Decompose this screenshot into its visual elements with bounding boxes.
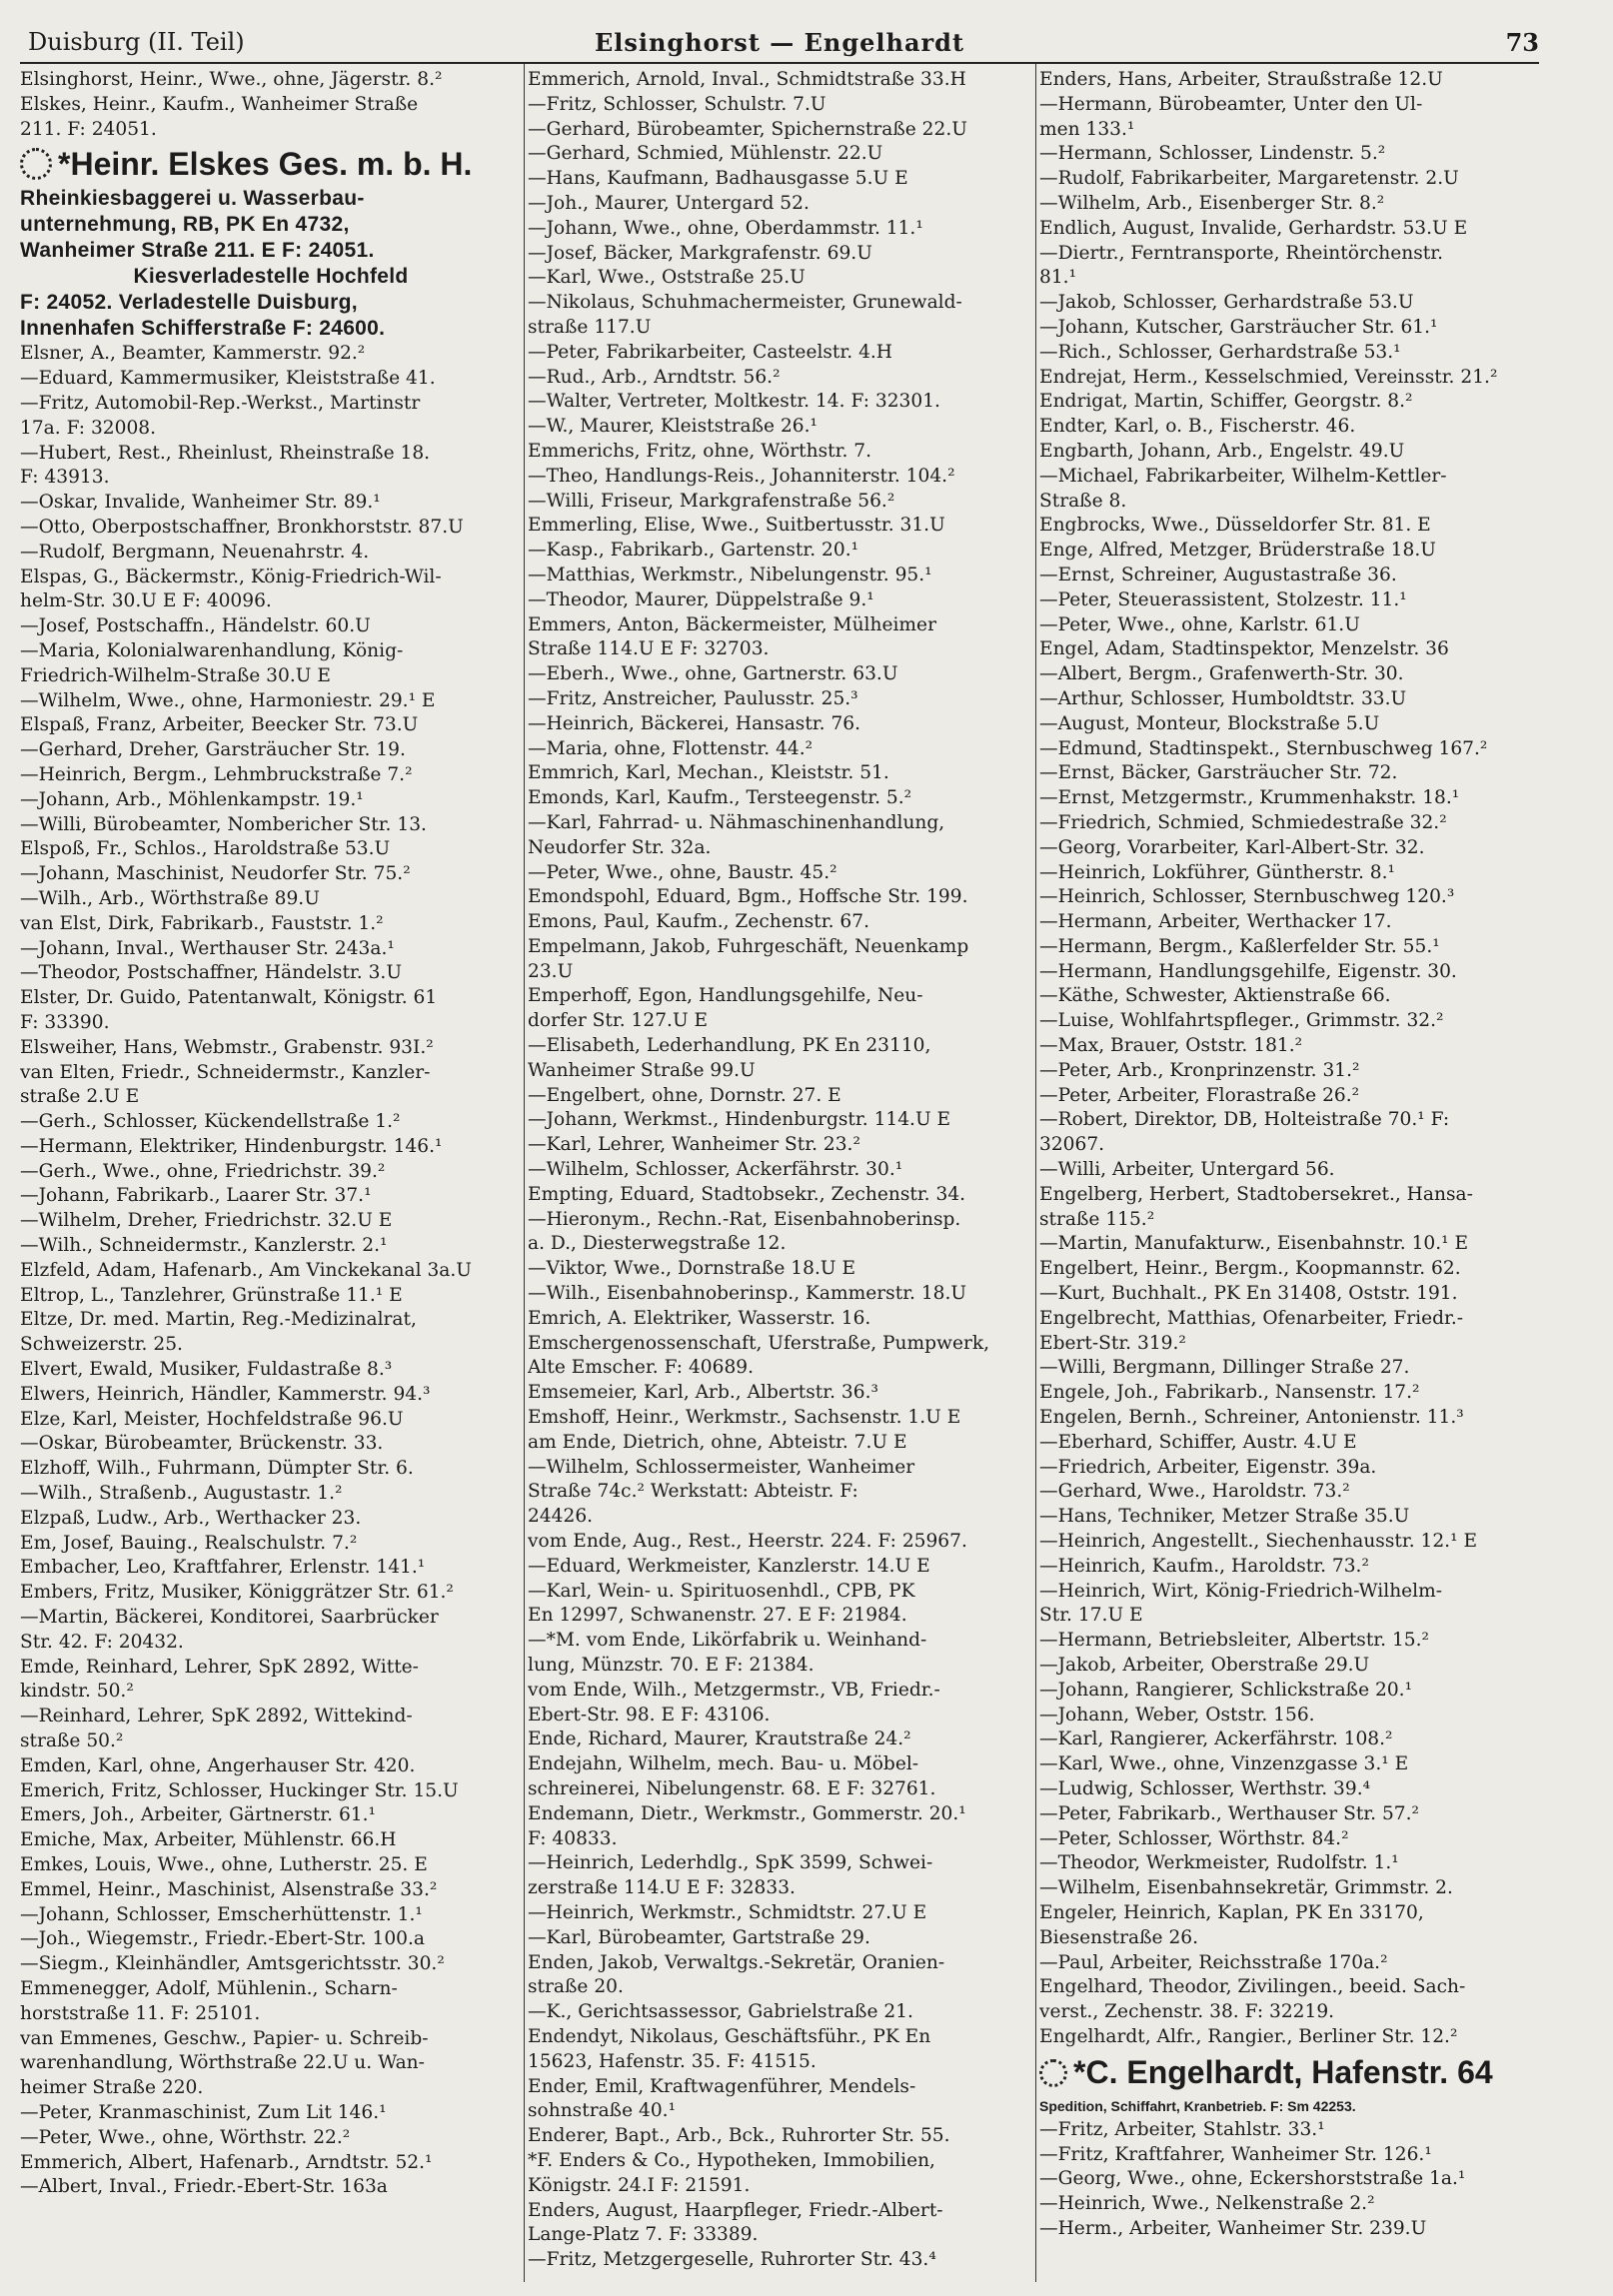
directory-entry: zerstraße 114.U E F: 32833.: [528, 1877, 796, 1899]
directory-entry: —Heinrich, Angestellt., Siechenhausstr. 12.¹ E: [1039, 1531, 1478, 1553]
directory-entry: Endrejat, Herm., Kesselschmied, Vereinsstr. 21.²: [1039, 366, 1498, 388]
directory-entry: —Peter, Wwe., ohne, Wörthstr. 22.²: [20, 2126, 351, 2148]
advertisement-text: F: 24052. Verladestelle Duisburg,: [20, 291, 358, 315]
directory-entry: —Wilh., Arb., Wörthstraße 89.U: [20, 887, 320, 909]
directory-entry: —Hermann, Bürobeamter, Unter den Ul-: [1039, 93, 1423, 115]
directory-entry: —Ernst, Schreiner, Augustastraße 36.: [1039, 564, 1397, 585]
directory-entry: 17a. F: 32008.: [20, 417, 157, 439]
directory-entry: —Hermann, Handlungsgehilfe, Eigenstr. 30.: [1039, 960, 1457, 982]
directory-entry: Emperhoff, Egon, Handlungsgehilfe, Neu-: [528, 985, 923, 1007]
directory-entry: —Willi, Bürobeamter, Nombericher Str. 13.: [20, 813, 427, 835]
advertisement-line: [20, 238, 522, 264]
directory-entry: —Peter, Steuerassistent, Stolzestr. 11.¹: [1039, 588, 1407, 610]
directory-entry: a. D., Diesterwegstraße 12.: [528, 1233, 787, 1255]
directory-entry: Enders, August, Haarpfleger, Friedr.-Albert-: [528, 2199, 943, 2221]
advertisement-line: [20, 142, 522, 186]
directory-entry: —August, Monteur, Blockstraße 5.U: [1039, 712, 1380, 734]
directory-entry: —Herm., Arbeiter, Wanheimer Str. 239.U: [1039, 2217, 1427, 2239]
directory-entry: Emonds, Karl, Kaufm., Tersteegenstr. 5.²: [528, 787, 912, 809]
directory-entry: —Peter, Fabrikarbeiter, Casteelstr. 4.H: [528, 341, 893, 363]
directory-entry: —Fritz, Anstreicher, Paulusstr. 25.³: [528, 687, 858, 709]
directory-entry: —Peter, Wwe., ohne, Baustr. 45.²: [528, 861, 837, 883]
directory-entry: —Gerhard, Wwe., Haroldstr. 73.²: [1039, 1481, 1350, 1503]
directory-entry: verst., Zechenstr. 38. F: 32219.: [1039, 2001, 1335, 2023]
directory-entry: Eltze, Dr. med. Martin, Reg.-Medizinalrat,: [20, 1309, 417, 1331]
directory-entry: —Wilh., Eisenbahnoberinsp., Kammerstr. 18.U: [528, 1283, 967, 1305]
directory-entry: —Rud., Arb., Arndtstr. 56.²: [528, 366, 781, 388]
directory-entry: —Rich., Schlosser, Gerhardstraße 53.¹: [1039, 341, 1401, 363]
directory-entry: —Ludwig, Schlosser, Werthstr. 39.⁴: [1039, 1777, 1371, 1799]
directory-entry: En 12997, Schwanenstr. 27. E F: 21984.: [528, 1605, 907, 1627]
directory-entry: —Josef, Postschaffn., Händelstr. 60.U: [20, 615, 371, 637]
directory-entry: —Martin, Bäckerei, Konditorei, Saarbrücker: [20, 1607, 439, 1629]
directory-entry: Ender, Emil, Kraftwagenführer, Mendels-: [528, 2075, 916, 2097]
directory-entry: —Käthe, Schwester, Aktienstraße 66.: [1039, 985, 1391, 1007]
directory-entry: —Wilhelm, Wwe., ohne, Harmoniestr. 29.¹ E: [20, 689, 436, 711]
directory-entry: —K., Gerichtsassessor, Gabrielstraße 21.: [528, 2001, 913, 2023]
directory-entry: —Heinrich, Bergm., Lehmbruckstraße 7.²: [20, 763, 413, 785]
advertisement-text: unternehmung, RB, PK En 4732,: [20, 213, 350, 237]
directory-entry: helm-Str. 30.U E F: 40096.: [20, 590, 272, 612]
advertisement-line: [1039, 2094, 1557, 2118]
directory-entry: 24426.: [528, 1506, 594, 1528]
advertisement-text: Spedition, Schiffahrt, Kranbetrieb. F: Sm 42253.: [1039, 2097, 1356, 2114]
directory-entry: Elskes, Heinr., Kaufm., Wanheimer Straße: [20, 93, 419, 115]
directory-entry: Friedrich-Wilhelm-Straße 30.U E: [20, 664, 331, 686]
directory-entry: vom Ende, Aug., Rest., Heerstr. 224. F: 25967.: [528, 1531, 967, 1553]
directory-entry: —Heinrich, Kaufm., Haroldstr. 73.²: [1039, 1555, 1369, 1577]
directory-entry: van Emmenes, Geschw., Papier- u. Schreib-: [20, 2027, 429, 2049]
directory-entry: Eltrop, L., Tanzlehrer, Grünstraße 11.¹ E: [20, 1284, 403, 1306]
column-divider: [524, 64, 525, 2282]
advertisement-line: [20, 264, 522, 290]
directory-entry: Engbarth, Johann, Arb., Engelstr. 49.U: [1039, 440, 1405, 462]
directory-entry: Emmenegger, Adolf, Mühlenin., Scharn-: [20, 1977, 398, 1999]
directory-entry: —Hermann, Bergm., Kaßlerfelder Str. 55.¹: [1039, 935, 1440, 957]
directory-entry: —Matthias, Werkmstr., Nibelungenstr. 95.¹: [528, 564, 932, 585]
directory-entry: —Wilhelm, Schlosser, Ackerfährstr. 30.¹: [528, 1159, 903, 1181]
directory-entry: —Georg, Vorarbeiter, Karl-Albert-Str. 32.: [1039, 836, 1425, 858]
directory-entry: Emmrich, Karl, Mechan., Kleiststr. 51.: [528, 762, 889, 784]
directory-entry: Em, Josef, Bauing., Realschulstr. 7.²: [20, 1532, 358, 1554]
directory-entry: Elwers, Heinrich, Händler, Kammerstr. 94.³: [20, 1383, 431, 1405]
directory-entry: Empelmann, Jakob, Fuhrgeschäft, Neuenkamp: [528, 935, 969, 957]
directory-entry: —Engelbert, ohne, Dornstr. 27. E: [528, 1084, 841, 1106]
directory-entry: sohnstraße 40.¹: [528, 2100, 677, 2122]
column-2: [528, 68, 1035, 2273]
directory-entry: Engbrocks, Wwe., Düsseldorfer Str. 81. E: [1039, 515, 1431, 537]
directory-entry: —Wilhelm, Schlossermeister, Wanheimer: [528, 1456, 915, 1478]
directory-entry: Elsinghorst, Heinr., Wwe., ohne, Jägerstr. 8.²: [20, 69, 443, 90]
directory-entry: Embers, Fritz, Musiker, Königgrätzer Str. 61.²: [20, 1582, 454, 1604]
directory-entry: —Rudolf, Fabrikarbeiter, Margaretenstr. 2.U: [1039, 168, 1459, 190]
directory-entry: —Otto, Oberpostschaffner, Bronkhorststr. 87.U: [20, 516, 464, 538]
directory-entry: straße 2.U E: [20, 1086, 140, 1108]
directory-entry: Emden, Karl, ohne, Angerhauser Str. 420.: [20, 1754, 416, 1776]
header-range: Elsinghorst — Engelhardt: [594, 28, 965, 57]
directory-entry: Straße 74c.² Werkstatt: Abteistr. F:: [528, 1481, 858, 1503]
directory-entry: Enden, Jakob, Verwaltgs.-Sekretär, Oranien-: [528, 1951, 945, 1973]
directory-entry: warenhandlung, Wörthstraße 22.U u. Wan-: [20, 2052, 425, 2074]
directory-entry: —Siegm., Kleinhändler, Amtsgerichtsstr. 30.²: [20, 1953, 445, 1975]
directory-entry: —Oskar, Bürobeamter, Brückenstr. 33.: [20, 1433, 384, 1455]
directory-entry: —Max, Brauer, Oststr. 181.²: [1039, 1035, 1303, 1057]
directory-entry: —Johann, Maschinist, Neudorfer Str. 75.²: [20, 863, 411, 885]
directory-entry: 15623, Hafenstr. 35. F: 41515.: [528, 2050, 816, 2072]
directory-entry: Emons, Paul, Kaufm., Zechenstr. 67.: [528, 911, 869, 933]
advertisement-text: Rheinkiesbaggerei u. Wasserbau-: [20, 187, 365, 211]
directory-entry: —Ernst, Metzgermstr., Krummenhakstr. 18.¹: [1039, 787, 1460, 809]
directory-entry: kindstr. 50.²: [20, 1681, 134, 1703]
directory-entry: —Paul, Arbeiter, Reichsstraße 170a.²: [1039, 1951, 1388, 1973]
directory-entry: —Oskar, Invalide, Wanheimer Str. 89.¹: [20, 492, 381, 514]
directory-entry: Emschergenossenschaft, Uferstraße, Pumpwerk,: [528, 1332, 990, 1354]
directory-entry: —Karl, Lehrer, Wanheimer Str. 23.²: [528, 1134, 860, 1156]
directory-entry: —Eberhard, Schiffer, Austr. 4.U E: [1039, 1431, 1357, 1453]
directory-entry: —Heinrich, Werkmstr., Schmidtstr. 27.U E: [528, 1901, 927, 1923]
directory-entry: —Peter, Schlosser, Wörthstr. 84.²: [1039, 1827, 1349, 1849]
directory-entry: straße 115.²: [1039, 1208, 1155, 1230]
directory-entry: van Elst, Dirk, Fabrikarb., Fauststr. 1.²: [20, 912, 384, 934]
directory-entry: —Kurt, Buchhalt., PK En 31408, Oststr. 191.: [1039, 1283, 1458, 1305]
directory-entry: —Nikolaus, Schuhmachermeister, Grunewald-: [528, 292, 962, 314]
directory-entry: —Elisabeth, Lederhandlung, PK En 23110,: [528, 1035, 931, 1057]
directory-entry: F: 33390.: [20, 1011, 110, 1033]
directory-entry: Elsweiher, Hans, Webmstr., Grabenstr. 93I.²: [20, 1036, 434, 1058]
directory-entry: Endemann, Dietr., Werkmstr., Gommerstr. 20.¹: [528, 1802, 966, 1824]
directory-entry: 32067.: [1039, 1134, 1105, 1156]
directory-entry: Emmers, Anton, Bäckermeister, Mülheimer: [528, 613, 936, 635]
directory-entry: —Friedrich, Arbeiter, Eigenstr. 39a.: [1039, 1456, 1377, 1478]
directory-entry: —Reinhard, Lehrer, SpK 2892, Wittekind-: [20, 1706, 413, 1727]
directory-entry: Elze, Karl, Meister, Hochfeldstraße 96.U: [20, 1408, 404, 1430]
directory-entry: Ebert-Str. 98. E F: 43106.: [528, 1704, 771, 1725]
directory-entry: Engelbrecht, Matthias, Ofenarbeiter, Friedr.-: [1039, 1307, 1464, 1329]
directory-entry: —Karl, Wwe., ohne, Vinzenzgasse 3.¹ E: [1039, 1753, 1409, 1775]
directory-entry: Emers, Joh., Arbeiter, Gärtnerstr. 61.¹: [20, 1804, 376, 1826]
directory-entry: Engelhardt, Alfr., Rangier., Berliner Str. 12.²: [1039, 2025, 1458, 2047]
directory-entry: —Johann, Arb., Möhlenkampstr. 19.¹: [20, 788, 364, 810]
directory-entry: —Edmund, Stadtinspekt., Sternbuschweg 167.²: [1039, 737, 1488, 759]
directory-entry: horststraße 11. F: 25101.: [20, 2002, 261, 2024]
directory-entry: dorfer Str. 127.U E: [528, 1010, 709, 1032]
directory-entry: Ende, Richard, Maurer, Krautstraße 24.²: [528, 1728, 911, 1750]
advertisement-text: Kiesverladestelle Hochfeld: [133, 265, 409, 289]
advertisement-line: [1039, 2050, 1557, 2094]
directory-entry: —Viktor, Wwe., Dornstraße 18.U E: [528, 1258, 856, 1280]
directory-entry: —Hermann, Betriebsleiter, Albertstr. 15.²: [1039, 1630, 1429, 1652]
directory-entry: Str. 42. F: 20432.: [20, 1631, 184, 1653]
directory-entry: —Michael, Fabrikarbeiter, Wilhelm-Kettler-: [1039, 465, 1447, 487]
directory-entry: —Joh., Maurer, Untergard 52.: [528, 192, 809, 214]
directory-entry: Elzhoff, Wilh., Fuhrmann, Dümpter Str. 6.: [20, 1458, 414, 1480]
directory-entry: Emsemeier, Karl, Arb., Albertstr. 36.³: [528, 1382, 878, 1404]
advertisement-line: [20, 212, 522, 238]
directory-entry: Emmerich, Albert, Hafenarb., Arndtstr. 52.¹: [20, 2151, 433, 2173]
directory-entry: Elspas, G., Bäckermstr., König-Friedrich-Wil-: [20, 566, 442, 587]
directory-entry: —Martin, Manufakturw., Eisenbahnstr. 10.¹ E: [1039, 1233, 1469, 1255]
directory-entry: —Peter, Wwe., ohne, Karlstr. 61.U: [1039, 613, 1360, 635]
directory-entry: F: 40833.: [528, 1827, 618, 1849]
directory-entry: Elspoß, Fr., Schlos., Haroldstraße 53.U: [20, 838, 391, 860]
directory-entry: —Fritz, Metzgergeselle, Ruhrorter Str. 43.⁴: [528, 2249, 936, 2271]
directory-entry: Embacher, Leo, Kraftfahrer, Erlenstr. 141.¹: [20, 1557, 426, 1579]
directory-entry: Biesenstraße 26.: [1039, 1926, 1199, 1948]
directory-entry: —Hans, Techniker, Metzer Straße 35.U: [1039, 1506, 1410, 1528]
directory-entry: —Fritz, Automobil-Rep.-Werkst., Martinstr: [20, 392, 421, 414]
directory-entry: Enders, Hans, Arbeiter, Straußstraße 12.U: [1039, 69, 1443, 90]
directory-entry: —Friedrich, Schmied, Schmiedestraße 32.²: [1039, 811, 1447, 833]
directory-entry: —Eberh., Wwe., ohne, Gartnerstr. 63.U: [528, 663, 898, 685]
directory-entry: Elsner, A., Beamter, Kammerstr. 92.²: [20, 343, 366, 365]
directory-entry: Engelen, Bernh., Schreiner, Antonienstr. 11.³: [1039, 1407, 1464, 1429]
advertisement-line: [20, 186, 522, 212]
directory-entry: —Heinrich, Lokführer, Güntherstr. 8.¹: [1039, 861, 1395, 883]
directory-entry: —Heinrich, Bäckerei, Hansastr. 76.: [528, 712, 861, 734]
directory-entry: lung, Münzstr. 70. E F: 21384.: [528, 1655, 814, 1676]
directory-entry: —Theodor, Werkmeister, Rudolfstr. 1.¹: [1039, 1852, 1399, 1874]
directory-entry: —Johann, Kutscher, Garsträucher Str. 61.¹: [1039, 316, 1438, 338]
directory-entry: Elster, Dr. Guido, Patentanwalt, Königstr. 61: [20, 987, 438, 1009]
advertisement-text: *Heinr. Elskes Ges. m. b. H.: [58, 146, 473, 183]
directory-entry: men 133.¹: [1039, 118, 1135, 140]
directory-entry: Endter, Karl, o. B., Fischerstr. 46.: [1039, 416, 1356, 438]
directory-entry: Engelbert, Heinr., Bergm., Koopmannstr. 62.: [1039, 1258, 1461, 1280]
directory-entry: F: 43913.: [20, 467, 110, 489]
page-header: [20, 22, 1539, 64]
directory-entry: Emmerich, Arnold, Inval., Schmidtstraße 33.H: [528, 69, 966, 90]
directory-entry: —Diertr., Ferntransporte, Rheintörchenstr.: [1039, 242, 1443, 264]
directory-entry: Emerich, Fritz, Schlosser, Huckinger Str. 15.U: [20, 1779, 459, 1801]
directory-entry: Königstr. 24.I F: 21591.: [528, 2174, 751, 2196]
directory-entry: —Johann, Werkmst., Hindenburgstr. 114.U E: [528, 1109, 951, 1131]
directory-entry: —Arthur, Schlosser, Humboldtstr. 33.U: [1039, 687, 1407, 709]
directory-entry: —Willi, Friseur, Markgrafenstraße 56.²: [528, 490, 895, 512]
firm-mark-icon: [20, 148, 52, 180]
directory-entry: Engelhard, Theodor, Zivilingen., beeid. Sach-: [1039, 1976, 1466, 1998]
directory-entry: Elspaß, Franz, Arbeiter, Beecker Str. 73.U: [20, 714, 419, 736]
directory-entry: Emde, Reinhard, Lehrer, SpK 2892, Witte-: [20, 1656, 419, 1678]
directory-entry: —Johann, Fabrikarb., Laarer Str. 37.¹: [20, 1185, 372, 1207]
directory-entry: Alte Emscher. F: 40689.: [528, 1357, 755, 1379]
directory-entry: —Hans, Kaufmann, Badhausgasse 5.U E: [528, 168, 908, 190]
directory-entry: Lange-Platz 7. F: 33389.: [528, 2224, 759, 2246]
directory-entry: —Gerh., Schlosser, Kückendellstraße 1.²: [20, 1111, 401, 1133]
directory-entry: —Willi, Bergmann, Dillinger Straße 27.: [1039, 1357, 1410, 1379]
directory-entry: Neudorfer Str. 32a.: [528, 836, 712, 858]
column-1: [20, 68, 522, 2200]
directory-entry: —Hermann, Arbeiter, Werthacker 17.: [1039, 911, 1392, 933]
directory-entry: Empting, Eduard, Stadtobsekr., Zechenstr. 34.: [528, 1183, 966, 1205]
directory-entry: Wanheimer Straße 99.U: [528, 1059, 756, 1081]
page-number: 73: [1505, 28, 1539, 57]
directory-entry: Elzfeld, Adam, Hafenarb., Am Vinckekanal 3a.U: [20, 1259, 472, 1281]
directory-entry: —Karl, Fahrrad- u. Nähmaschinenhandlung,: [528, 811, 945, 833]
directory-entry: Emshoff, Heinr., Werkmstr., Sachsenstr. 1.U E: [528, 1407, 961, 1429]
directory-entry: —Maria, ohne, Flottenstr. 44.²: [528, 737, 813, 759]
directory-entry: —Hermann, Elektriker, Hindenburgstr. 146.¹: [20, 1135, 443, 1157]
directory-entry: —Johann, Rangierer, Schlickstraße 20.¹: [1039, 1679, 1413, 1701]
directory-entry: —Jakob, Schlosser, Gerhardstraße 53.U: [1039, 292, 1414, 314]
directory-entry: —Jakob, Arbeiter, Oberstraße 29.U: [1039, 1655, 1370, 1676]
directory-entry: —Wilh., Schneidermstr., Kanzlerstr. 2.¹: [20, 1235, 388, 1257]
directory-entry: —Peter, Kranmaschinist, Zum Lit 146.¹: [20, 2101, 387, 2123]
directory-entry: —Kasp., Fabrikarb., Gartenstr. 20.¹: [528, 540, 859, 562]
directory-entry: —Heinrich, Schlosser, Sternbuschweg 120.³: [1039, 886, 1455, 908]
directory-entry: 23.U: [528, 960, 574, 982]
directory-entry: am Ende, Dietrich, ohne, Abteistr. 7.U E: [528, 1431, 907, 1453]
header-city: Duisburg (II. Teil): [28, 28, 245, 56]
advertisement-text: Innenhafen Schifferstraße F: 24600.: [20, 317, 386, 341]
directory-entry: —Robert, Direktor, DB, Holteistraße 70.¹ F:: [1039, 1109, 1450, 1131]
directory-entry: —Fritz, Kraftfahrer, Wanheimer Str. 126.¹: [1039, 2143, 1432, 2165]
advertisement-line: [20, 290, 522, 316]
directory-entry: Endejahn, Wilhelm, mech. Bau- u. Möbel-: [528, 1753, 919, 1775]
directory-entry: straße 117.U: [528, 316, 652, 338]
directory-entry: Schweizerstr. 25.: [20, 1334, 183, 1356]
directory-entry: vom Ende, Wilh., Metzgermstr., VB, Friedr.-: [528, 1679, 940, 1701]
directory-entry: 81.¹: [1039, 267, 1077, 289]
directory-entry: Elzpaß, Ludw., Arb., Werthacker 23.: [20, 1507, 362, 1529]
directory-entry: straße 20.: [528, 1976, 624, 1998]
directory-entry: —Johann, Wwe., ohne, Oberdammstr. 11.¹: [528, 217, 923, 239]
directory-entry: —Theodor, Maurer, Düppelstraße 9.¹: [528, 588, 874, 610]
directory-entry: —Heinrich, Wwe., Nelkenstraße 2.²: [1039, 2193, 1375, 2215]
directory-entry: Emmerichs, Fritz, ohne, Wörthstr. 7.: [528, 440, 872, 462]
directory-entry: —W., Maurer, Kleiststraße 26.¹: [528, 416, 817, 438]
directory-entry: —Eduard, Kammermusiker, Kleiststraße 41.: [20, 368, 436, 390]
directory-entry: —Fritz, Schlosser, Schulstr. 7.U: [528, 93, 826, 115]
directory-entry: Emiche, Max, Arbeiter, Mühlenstr. 66.H: [20, 1829, 397, 1851]
directory-entry: Endrigat, Martin, Schiffer, Georgstr. 8.²: [1039, 391, 1413, 413]
directory-entry: Emmerling, Elise, Wwe., Suitbertusstr. 31.U: [528, 515, 945, 537]
directory-entry: Emmel, Heinr., Maschinist, Alsenstraße 33.²: [20, 1878, 438, 1900]
advertisement-line: [20, 316, 522, 342]
directory-entry: Straße 8.: [1039, 490, 1127, 512]
directory-entry: —Heinrich, Wirt, König-Friedrich-Wilhelm-: [1039, 1580, 1443, 1602]
directory-entry: —Karl, Wein- u. Spirituosenhdl., CPB, PK: [528, 1580, 915, 1602]
directory-entry: Endlich, August, Invalide, Gerhardstr. 53.U E: [1039, 217, 1468, 239]
directory-entry: van Elten, Friedr., Schneidermstr., Kanzler-: [20, 1061, 431, 1083]
directory-entry: straße 50.²: [20, 1730, 124, 1752]
column-divider: [1035, 64, 1036, 2282]
directory-entry: —Albert, Bergm., Grafenwerth-Str. 30.: [1039, 663, 1404, 685]
directory-entry: —Karl, Bürobeamter, Gartstraße 29.: [528, 1926, 870, 1948]
directory-entry: —Walter, Vertreter, Moltkestr. 14. F: 32301.: [528, 391, 940, 413]
directory-entry: —Joh., Wiegemstr., Friedr.-Ebert-Str. 100.a: [20, 1928, 425, 1950]
directory-entry: —Gerhard, Dreher, Garsträucher Str. 19.: [20, 739, 406, 761]
directory-entry: —Theo, Handlungs-Reis., Johanniterstr. 104.²: [528, 465, 955, 487]
directory-entry: Elvert, Ewald, Musiker, Fuldastraße 8.³: [20, 1359, 393, 1381]
directory-entry: —Heinrich, Lederhdlg., SpK 3599, Schwei-: [528, 1852, 933, 1874]
directory-entry: —Johann, Inval., Werthauser Str. 243a.¹: [20, 937, 395, 959]
directory-entry: 211. F: 24051.: [20, 118, 157, 140]
directory-entry: —Albert, Inval., Friedr.-Ebert-Str. 163a: [20, 2176, 388, 2198]
directory-entry: —Gerh., Wwe., ohne, Friedrichstr. 39.²: [20, 1160, 386, 1182]
directory-entry: —Wilhelm, Dreher, Friedrichstr. 32.U E: [20, 1210, 393, 1232]
directory-entry: Enge, Alfred, Metzger, Brüderstraße 18.U: [1039, 540, 1436, 562]
directory-entry: —Peter, Arb., Kronprinzenstr. 31.²: [1039, 1059, 1360, 1081]
directory-entry: Engeler, Heinrich, Kaplan, PK En 33170,: [1039, 1901, 1424, 1923]
directory-entry: Engel, Adam, Stadtinspektor, Menzelstr. 36: [1039, 638, 1449, 660]
directory-entry: —Hieronym., Rechn.-Rat, Eisenbahnoberinsp.: [528, 1208, 961, 1230]
directory-entry: Engele, Joh., Fabrikarb., Nansenstr. 17.²: [1039, 1382, 1420, 1404]
directory-entry: Enderer, Bapt., Arb., Bck., Ruhrorter Str. 55.: [528, 2125, 950, 2147]
advertisement-text: Wanheimer Straße 211. E F: 24051.: [20, 239, 375, 263]
directory-entry: —Maria, Kolonialwarenhandlung, König-: [20, 639, 404, 661]
directory-entry: —Karl, Wwe., Oststraße 25.U: [528, 267, 806, 289]
directory-entry: —Peter, Fabrikarb., Werthauser Str. 57.²: [1039, 1802, 1419, 1824]
directory-entry: —Johann, Weber, Oststr. 156.: [1039, 1704, 1315, 1725]
directory-entry: Engelberg, Herbert, Stadtobersekret., Hansa-: [1039, 1183, 1473, 1205]
directory-entry: heimer Straße 220.: [20, 2077, 204, 2099]
directory-entry: —Luise, Wohlfahrtspfleger., Grimmstr. 32.²: [1039, 1010, 1444, 1032]
directory-entry: —Karl, Rangierer, Ackerfährstr. 108.²: [1039, 1728, 1393, 1750]
directory-entry: —Gerhard, Bürobeamter, Spichernstraße 22.U: [528, 118, 967, 140]
directory-entry: —Gerhard, Schmied, Mühlenstr. 22.U: [528, 143, 883, 165]
directory-entry: —Eduard, Werkmeister, Kanzlerstr. 14.U E: [528, 1555, 930, 1577]
directory-entry: —Rudolf, Bergmann, Neuenahrstr. 4.: [20, 541, 370, 563]
directory-entry: Emrich, A. Elektriker, Wasserstr. 16.: [528, 1307, 871, 1329]
directory-entry: —Hubert, Rest., Rheinlust, Rheinstraße 18.: [20, 442, 431, 464]
directory-entry: Endendyt, Nikolaus, Geschäftsführ., PK En: [528, 2025, 931, 2047]
column-3: [1039, 68, 1557, 2242]
directory-entry: —Josef, Bäcker, Markgrafenstr. 69.U: [528, 242, 872, 264]
directory-entry: —Ernst, Bäcker, Garsträucher Str. 72.: [1039, 762, 1398, 784]
directory-entry: —Wilhelm, Eisenbahnsekretär, Grimmstr. 2.: [1039, 1877, 1453, 1899]
directory-entry: —*M. vom Ende, Likörfabrik u. Weinhand-: [528, 1630, 927, 1652]
advertisement-text: *C. Engelhardt, Hafenstr. 64: [1073, 2053, 1493, 2090]
directory-entry: —Willi, Arbeiter, Untergard 56.: [1039, 1159, 1335, 1181]
directory-entry: Ebert-Str. 319.²: [1039, 1332, 1186, 1354]
directory-entry: *F. Enders & Co., Hypotheken, Immobilien,: [528, 2149, 935, 2171]
firm-mark-icon: [1039, 2059, 1067, 2087]
directory-entry: Emondspohl, Eduard, Bgm., Hoffsche Str. 199.: [528, 886, 968, 908]
directory-entry: Emkes, Louis, Wwe., ohne, Lutherstr. 25. E: [20, 1854, 428, 1875]
directory-entry: —Wilh., Straßenb., Augustastr. 1.²: [20, 1483, 343, 1505]
directory-entry: —Wilhelm, Arb., Eisenberger Str. 8.²: [1039, 192, 1385, 214]
directory-entry: —Fritz, Arbeiter, Stahlstr. 33.¹: [1039, 2118, 1325, 2140]
directory-entry: —Georg, Wwe., ohne, Eckershorststraße 1a.¹: [1039, 2168, 1466, 2190]
directory-entry: —Peter, Arbeiter, Florastraße 26.²: [1039, 1084, 1360, 1106]
directory-entry: schreinerei, Nibelungenstr. 68. E F: 32761.: [528, 1777, 936, 1799]
directory-entry: Str. 17.U E: [1039, 1605, 1143, 1627]
directory-entry: —Johann, Schlosser, Emscherhüttenstr. 1.¹: [20, 1903, 423, 1925]
directory-entry: —Hermann, Schlosser, Lindenstr. 5.²: [1039, 143, 1386, 165]
directory-entry: Straße 114.U E F: 32703.: [528, 638, 770, 660]
directory-entry: —Theodor, Postschaffner, Händelstr. 3.U: [20, 962, 402, 984]
